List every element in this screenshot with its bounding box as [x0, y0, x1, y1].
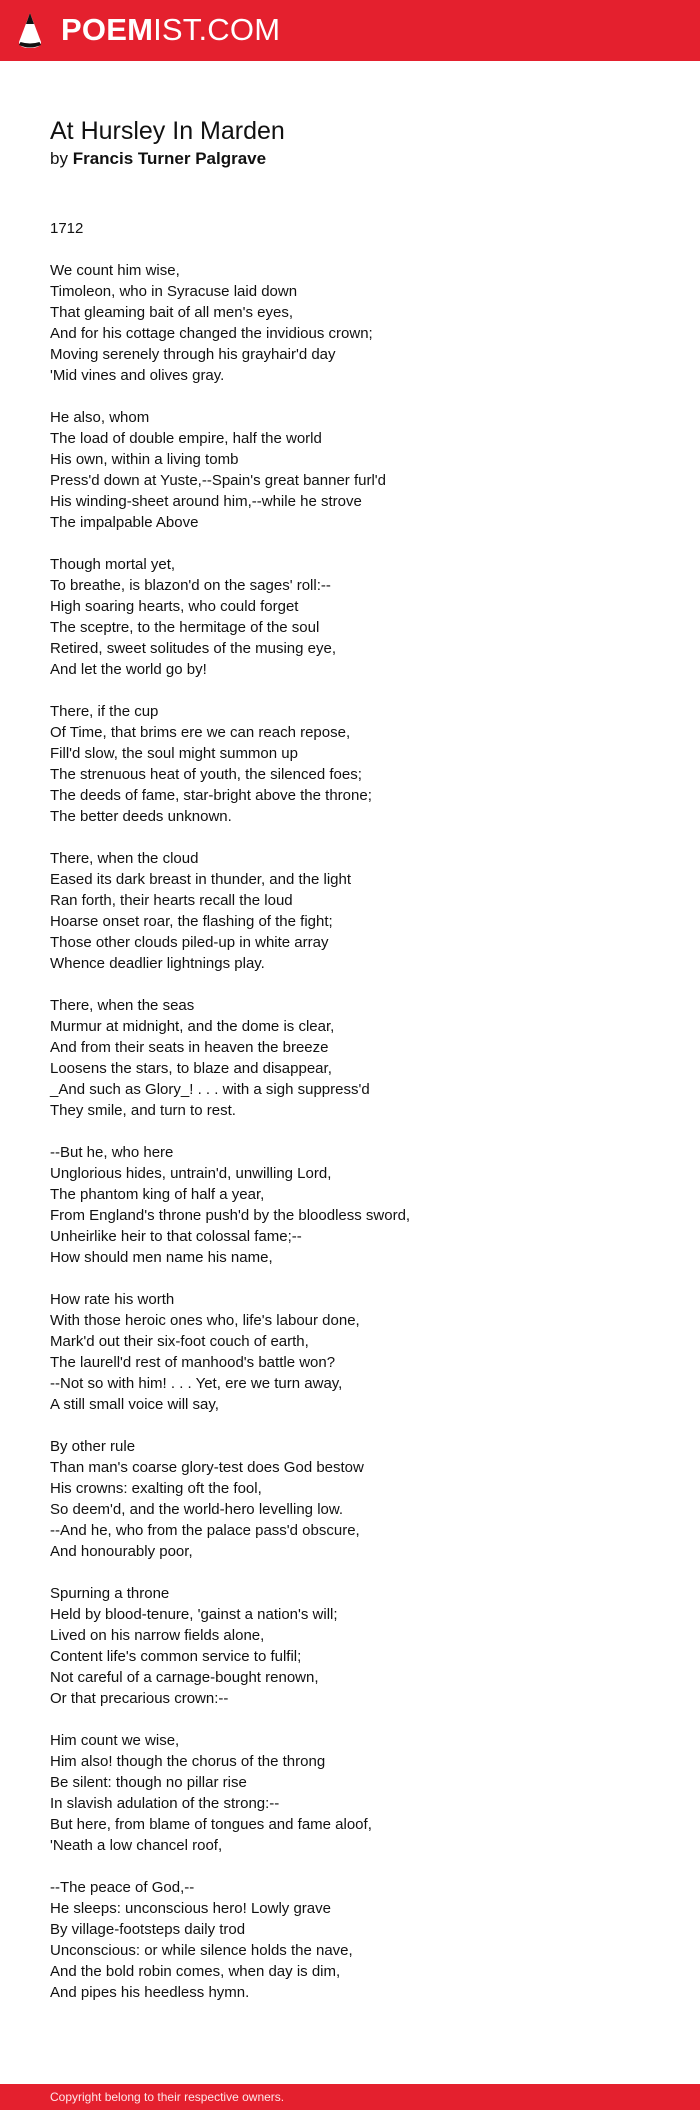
- logo-light-text: IST.COM: [153, 12, 281, 47]
- poem-stanza: [50, 260, 670, 386]
- poem-line: Those other clouds piled-up in white array: [50, 934, 329, 951]
- site-logo[interactable]: [61, 11, 280, 49]
- poem-line: The laurell'd rest of manhood's battle won?: [50, 1354, 336, 1371]
- poem-line: Lived on his narrow fields alone,: [50, 1627, 265, 1644]
- logo-bold-text: POEM: [61, 12, 154, 47]
- poem-line: But here, from blame of tongues and fame aloof,: [50, 1816, 372, 1833]
- poem-title: At Hursley In Marden: [50, 117, 285, 145]
- site-header: [0, 0, 700, 61]
- poem-line: --Not so with him! . . . Yet, ere we turn away,: [50, 1375, 343, 1392]
- poem-line: The deeds of fame, star-bright above the throne;: [50, 787, 372, 804]
- copyright-text: Copyright belong to their respective owners.: [50, 2090, 285, 2104]
- poem-line: Him also! though the chorus of the throng: [50, 1753, 326, 1770]
- poem-line: Murmur at midnight, and the dome is clear,: [50, 1018, 335, 1035]
- poem-line: There, if the cup: [50, 703, 159, 720]
- poem-line: 'Mid vines and olives gray.: [50, 367, 225, 384]
- poem-line: Content life's common service to fulfil;: [50, 1648, 302, 1665]
- poem-line: And let the world go by!: [50, 661, 207, 678]
- poem-line: Of Time, that brims ere we can reach repose,: [50, 724, 351, 741]
- poem-stanza: [50, 701, 670, 827]
- poem-line: Or that precarious crown:--: [50, 1690, 229, 1707]
- poem-line: Ran forth, their hearts recall the loud: [50, 892, 293, 909]
- poem-stanza: [50, 1730, 670, 1856]
- poem-line: And from their seats in heaven the breeze: [50, 1039, 329, 1056]
- poem-line: And the bold robin comes, when day is dim,: [50, 1963, 341, 1980]
- poem-line: From England's throne push'd by the bloodless sword,: [50, 1207, 411, 1224]
- poem-line: The strenuous heat of youth, the silenced foes;: [50, 766, 362, 783]
- poem-line: Though mortal yet,: [50, 556, 176, 573]
- poem-line: The phantom king of half a year,: [50, 1186, 265, 1203]
- author-name: Francis Turner Palgrave: [72, 149, 267, 168]
- poem-line: His own, within a living tomb: [50, 451, 239, 468]
- site-footer: [0, 2084, 700, 2110]
- poem-line: 'Neath a low chancel roof,: [50, 1837, 223, 1854]
- poem-line: They smile, and turn to rest.: [50, 1102, 236, 1119]
- poem-stanza: [50, 1289, 670, 1415]
- poem-line: Than man's coarse glory-test does God bestow: [50, 1459, 364, 1476]
- poem-line: Retired, sweet solitudes of the musing eye,: [50, 640, 336, 657]
- poem-line: How should men name his name,: [50, 1249, 273, 1266]
- poem-stanza: [50, 995, 670, 1121]
- byline: [50, 148, 266, 170]
- poem-line: The impalpable Above: [50, 514, 199, 531]
- poem-line: --But he, who here: [50, 1144, 174, 1161]
- pencil-tip-icon: [17, 12, 43, 50]
- poem-line: Not careful of a carnage-bought renown,: [50, 1669, 319, 1686]
- poem-line: Press'd down at Yuste,--Spain's great banner furl'd: [50, 472, 387, 489]
- poem-stanza: [50, 848, 670, 974]
- poem-line: Loosens the stars, to blaze and disappear,: [50, 1060, 332, 1077]
- poem-line: Hoarse onset roar, the flashing of the fight;: [50, 913, 333, 930]
- poem-stanza: [50, 407, 670, 533]
- poem-line: Whence deadlier lightnings play.: [50, 955, 265, 972]
- poem-line: The load of double empire, half the world: [50, 430, 322, 447]
- poem-line: Him count we wise,: [50, 1732, 180, 1749]
- poem-line: Held by blood-tenure, 'gainst a nation's will;: [50, 1606, 338, 1623]
- by-label: by: [50, 149, 68, 168]
- poem-line: Unheirlike heir to that colossal fame;--: [50, 1228, 302, 1245]
- poem-line: And honourably poor,: [50, 1543, 193, 1560]
- poem-line: The better deeds unknown.: [50, 808, 232, 825]
- poem-line: Fill'd slow, the soul might summon up: [50, 745, 298, 762]
- poem-line: _And such as Glory_! . . . with a sigh suppress'd: [50, 1081, 370, 1098]
- poem-line: A still small voice will say,: [50, 1396, 219, 1413]
- poem-line: Mark'd out their six-foot couch of earth,: [50, 1333, 309, 1350]
- poem-stanza: [50, 1142, 670, 1268]
- poem-line: 1712: [50, 220, 84, 237]
- poem-line: Moving serenely through his grayhair'd day: [50, 346, 336, 363]
- poem-line: We count him wise,: [50, 262, 180, 279]
- poem-line: There, when the cloud: [50, 850, 199, 867]
- poem-stanza: [50, 218, 670, 239]
- poem-line: He also, whom: [50, 409, 150, 426]
- poem-line: And for his cottage changed the invidious crown;: [50, 325, 373, 342]
- poem-line: That gleaming bait of all men's eyes,: [50, 304, 293, 321]
- poem-line: In slavish adulation of the strong:--: [50, 1795, 280, 1812]
- poem-line: --The peace of God,--: [50, 1879, 195, 1896]
- poem-line: There, when the seas: [50, 997, 195, 1014]
- poem-stanza: [50, 554, 670, 680]
- poem-body: [50, 218, 670, 2024]
- poem-stanza: [50, 1436, 670, 1562]
- poem-line: With those heroic ones who, life's labour done,: [50, 1312, 360, 1329]
- poem-line: By village-footsteps daily trod: [50, 1921, 246, 1938]
- poem-line: Eased its dark breast in thunder, and the light: [50, 871, 352, 888]
- poem-line: By other rule: [50, 1438, 136, 1455]
- poem-stanza: [50, 1877, 670, 2003]
- poem-line: Unconscious: or while silence holds the nave,: [50, 1942, 353, 1959]
- poem-line: And pipes his heedless hymn.: [50, 1984, 250, 2001]
- poem-line: How rate his worth: [50, 1291, 175, 1308]
- poem-line: So deem'd, and the world-hero levelling low.: [50, 1501, 344, 1518]
- poem-line: Be silent: though no pillar rise: [50, 1774, 247, 1791]
- poem-line: The sceptre, to the hermitage of the soul: [50, 619, 320, 636]
- poem-line: His winding-sheet around him,--while he strove: [50, 493, 362, 510]
- poem-line: Timoleon, who in Syracuse laid down: [50, 283, 298, 300]
- poem-line: He sleeps: unconscious hero! Lowly grave: [50, 1900, 331, 1917]
- poem-line: --And he, who from the palace pass'd obscure,: [50, 1522, 360, 1539]
- poem-line: Spurning a throne: [50, 1585, 170, 1602]
- poem-stanza: [50, 1583, 670, 1709]
- poem-line: To breathe, is blazon'd on the sages' roll:--: [50, 577, 331, 594]
- poem-line: Unglorious hides, untrain'd, unwilling Lord,: [50, 1165, 332, 1182]
- poem-line: High soaring hearts, who could forget: [50, 598, 299, 615]
- poem-line: His crowns: exalting oft the fool,: [50, 1480, 262, 1497]
